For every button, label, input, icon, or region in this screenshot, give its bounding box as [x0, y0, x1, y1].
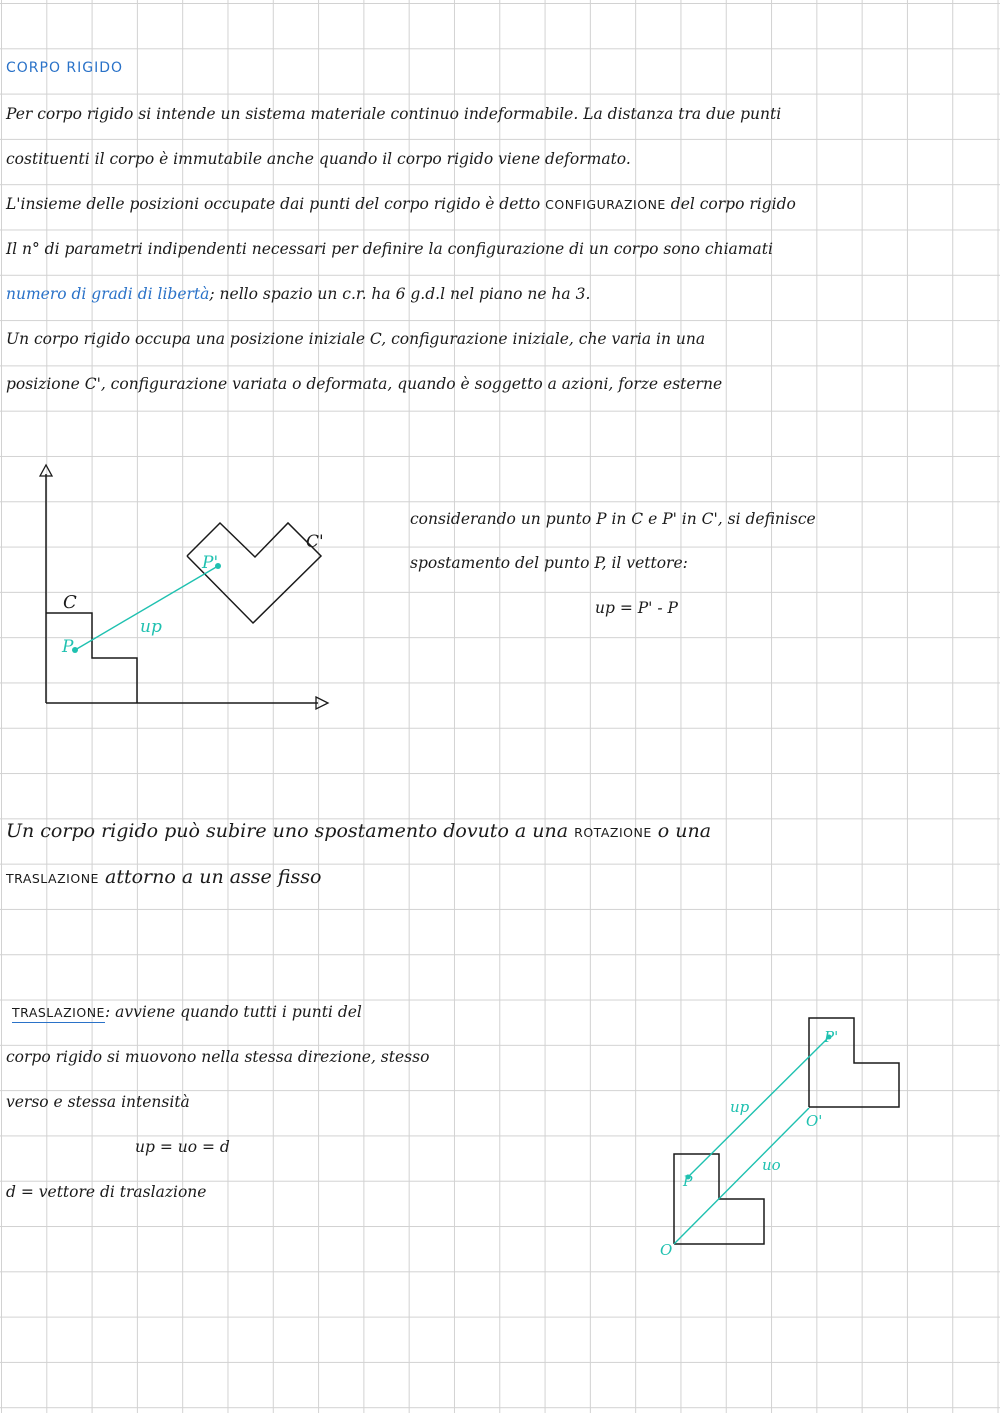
trasl-line-2: corpo rigido si muovono nella stessa direzione, stesso: [6, 1048, 430, 1066]
intro-line-4: Il n° di parametri indipendenti necessari per definire la configurazione di un corpo sono chiamati: [6, 240, 773, 258]
disp-line-1: considerando un punto P in C e P' in C', si definisce: [410, 510, 816, 528]
intro-line-2: costituenti il corpo è immutabile anche quando il corpo rigido viene deformato.: [6, 150, 631, 168]
disp-line-2: spostamento del punto P, il vettore:: [410, 554, 688, 572]
label-up: up: [140, 617, 162, 637]
label-o-prime: O': [806, 1112, 823, 1130]
rot-line-1-start: Un corpo rigido può subire uno spostamento dovuto a una: [6, 820, 569, 842]
rot-line-2-end: attorno a un asse fisso: [105, 866, 322, 888]
gradi-liberta-term: numero di gradi di libertà: [6, 285, 210, 303]
rotazione-term: ROTAZIONE: [574, 825, 652, 840]
label-up: up: [730, 1098, 750, 1116]
label-p: P: [62, 637, 74, 657]
page-title: CORPO RIGIDO: [6, 60, 124, 76]
traslazione-heading: TRASLAZIONE: [12, 1005, 105, 1023]
trasl-formula: up = uo = d: [135, 1138, 230, 1156]
intro-line-1: Per corpo rigido si intende un sistema materiale continuo indeformabile. La distanza tra due punti: [6, 105, 782, 123]
configurazione-term: CONFIGURAZIONE: [545, 197, 666, 212]
label-p: P: [683, 1174, 693, 1190]
rot-line-1-end: o una: [657, 820, 712, 842]
label-c: C: [63, 592, 77, 613]
traslazione-term: TRASLAZIONE: [6, 871, 99, 886]
label-p-prime: P': [202, 553, 219, 573]
intro-line-5-end: ; nello spazio un c.r. ha 6 g.d.l nel piano ne ha 3.: [209, 285, 591, 303]
intro-line-7: posizione C', configurazione variata o deformata, quando è soggetto a azioni, forze esterne: [6, 375, 723, 393]
intro-line-3-start: L'insieme delle posizioni occupate dai punti del corpo rigido è detto: [6, 195, 541, 213]
trasl-definition: d = vettore di traslazione: [6, 1183, 207, 1201]
intro-line-6: Un corpo rigido occupa una posizione iniziale C, configurazione iniziale, che varia in una: [6, 330, 706, 348]
disp-formula: up = P' - P: [595, 599, 678, 617]
trasl-line-1-end: : avviene quando tutti i punti del: [104, 1003, 362, 1021]
body-translated-shape: [809, 1018, 899, 1107]
intro-line-3-end: del corpo rigido: [670, 195, 796, 213]
vector-uo: [674, 1108, 809, 1244]
label-uo: uo: [762, 1156, 781, 1174]
label-p-prime: P': [824, 1028, 839, 1046]
label-o: O: [660, 1241, 673, 1259]
label-c-prime: C': [306, 532, 324, 552]
vector-up: [688, 1037, 829, 1177]
trasl-line-3: verso e stessa intensità: [6, 1093, 190, 1111]
